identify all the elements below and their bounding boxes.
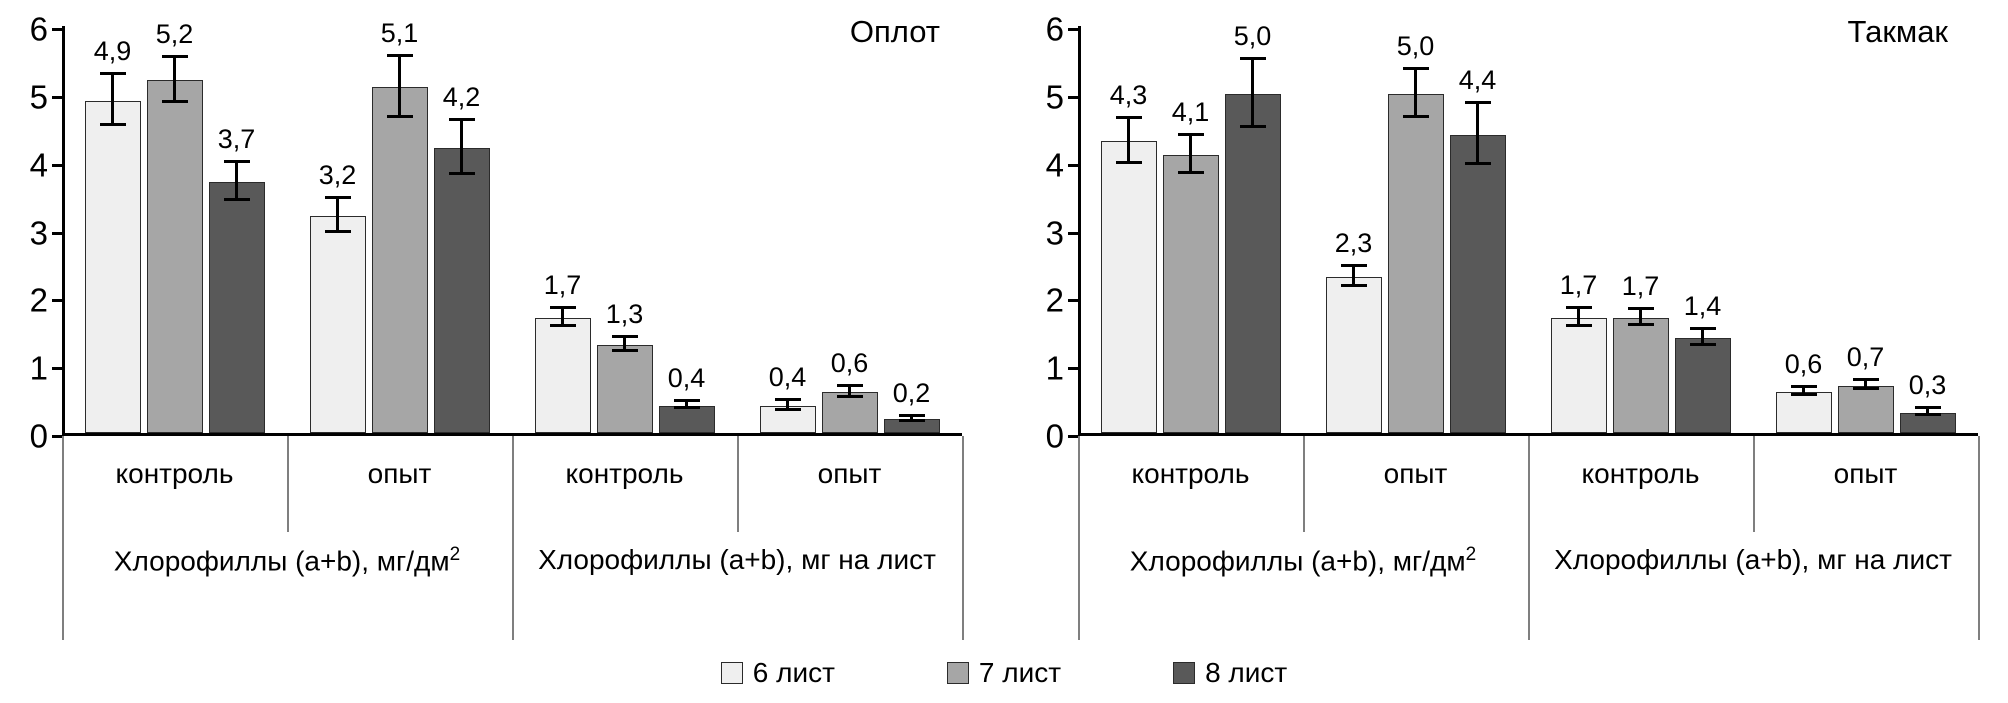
chart-panel-takmak [1008,0,2008,640]
bar [1675,338,1731,433]
category-label: контроль [1131,458,1250,489]
chart-legend [0,648,2008,698]
data-label: 4,9 [93,35,132,66]
error-bar-cap [325,196,351,199]
bar [535,318,591,433]
legend-item[interactable] [721,657,835,689]
error-bar-cap [1403,67,1429,70]
error-bar-cap [1853,378,1879,381]
y-axis-tick-label: 4 [29,146,48,184]
data-label: 5,0 [1396,31,1435,62]
category-separator [737,436,739,532]
error-bar-cap [1690,343,1716,346]
y-axis-tick [1068,96,1078,99]
category-label: опыт [367,458,432,489]
error-bar-cap [1465,101,1491,104]
error-bar-cap [1566,306,1592,309]
bar [1101,141,1157,433]
legend-label: 6 лист [752,657,835,688]
error-bar-cap [224,198,250,201]
data-label: 5,1 [380,17,419,48]
error-bar [173,58,176,103]
y-axis-tick [1068,435,1078,438]
data-label: 0,7 [1846,342,1885,373]
error-bar-cap [224,160,250,163]
error-bar [1414,70,1417,117]
y-axis-tick [52,367,62,370]
y-axis-tick-label: 3 [1045,214,1064,251]
error-bar-cap [1628,307,1654,310]
error-bar [1251,60,1254,128]
error-bar-cap [1791,385,1817,388]
legend-item[interactable] [947,657,1061,689]
category-label: контроль [1581,458,1700,489]
bar [434,148,490,433]
y-axis-tick-label: 5 [29,78,48,116]
data-label: 0,6 [1784,349,1823,380]
legend-label: 7 лист [978,657,1062,688]
bar [209,182,265,433]
category-separator [1078,436,1080,640]
error-bar-cap [1915,406,1941,409]
bar [1551,318,1607,433]
y-axis-tick [52,299,62,302]
error-bar-cap [550,306,576,309]
error-bar [235,163,238,201]
data-label: 5,0 [1233,20,1272,51]
y-axis-tick-label: 2 [29,281,48,319]
bars-layer [62,17,962,433]
error-bar-cap [449,172,475,175]
y-axis-tick-label: 4 [1045,146,1064,184]
error-bar [398,57,401,118]
error-bar-cap [775,408,801,411]
y-axis-tick-label: 5 [1045,78,1064,116]
data-label: 1,7 [1559,269,1598,300]
plot-area-takmak [1045,10,1978,455]
category-separator [1528,436,1530,640]
error-bar-cap [1853,387,1879,390]
error-bar-cap [1791,393,1817,396]
data-label: 4,1 [1171,96,1210,127]
data-label: 2,3 [1334,227,1373,258]
bar [1388,94,1444,433]
category-label: опыт [1383,458,1448,489]
data-label: 5,2 [155,18,194,49]
y-axis-tick [52,96,62,99]
error-bar-cap [612,335,638,338]
group-label: Хлорофиллы (а+b), мг на лист [538,544,936,575]
y-axis-tick-label: 0 [29,417,48,455]
y-axis-tick-label: 2 [1045,281,1064,319]
error-bar-cap [1341,264,1367,267]
error-bar-cap [100,72,126,75]
error-bar-cap [1240,125,1266,128]
legend-swatch-icon [721,662,743,684]
error-bar [1476,104,1479,165]
error-bar-cap [100,123,126,126]
error-bar-cap [449,118,475,121]
error-bar-cap [775,398,801,401]
y-axis-tick [1068,299,1078,302]
data-label: 0,6 [830,347,869,378]
error-bar-cap [837,395,863,398]
error-bar [1189,136,1192,174]
legend-label: 8 лист [1205,657,1288,688]
bar [1163,155,1219,433]
error-bar [1127,119,1130,164]
category-label: опыт [1833,458,1898,489]
category-area-takmak [1078,436,1978,640]
bar [1613,318,1669,433]
legend-swatch-icon [947,662,969,684]
y-axis-tick-label: 6 [29,10,48,48]
error-bar-cap [837,384,863,387]
error-bar [460,121,463,175]
plot-area-oplot [29,10,962,455]
error-bar-cap [162,55,188,58]
data-label: 1,4 [1683,290,1722,321]
error-bar-cap [162,100,188,103]
data-label: 1,3 [605,299,644,330]
error-bar-cap [387,115,413,118]
data-label: 3,2 [318,159,357,190]
bar [310,216,366,433]
category-separator [512,436,514,640]
error-bar-cap [899,414,925,417]
bar [1326,277,1382,433]
y-axis-tick-label: 1 [29,349,48,387]
category-separator [1303,436,1305,532]
error-bar-cap [1465,162,1491,165]
bar [1225,94,1281,433]
y-axis-tick [52,28,62,31]
error-bar-cap [674,406,700,409]
error-bar-cap [550,324,576,327]
y-axis-tick [1068,232,1078,235]
bar [597,345,653,433]
data-label: 1,7 [1621,270,1660,301]
bar [1838,386,1894,433]
y-axis-tick [52,232,62,235]
bar [659,406,715,433]
error-bar-cap [1566,324,1592,327]
data-label: 4,4 [1458,65,1497,96]
bar [85,101,141,433]
y-axis-tick-label: 3 [29,214,48,251]
bar [372,87,428,433]
group-label: Хлорофиллы (а+b), $мг/дм^2$ [113,544,461,577]
data-label: 4,2 [442,81,481,112]
data-label: 1,7 [543,269,582,300]
panel-title: Такмак [1847,14,1948,49]
category-label: контроль [565,458,684,489]
error-bar [336,199,339,233]
category-separator [62,436,64,640]
data-label: 0,3 [1908,370,1947,401]
category-separator [1753,436,1755,532]
error-bar-cap [1116,161,1142,164]
category-separator [1978,436,1980,640]
chart-panel-oplot [0,0,1000,640]
category-label: контроль [115,458,234,489]
panel-title: Оплот [849,14,940,49]
y-axis-tick [52,435,62,438]
error-bar-cap [1628,323,1654,326]
group-label: Хлорофиллы (а+b), мг на лист [1554,544,1952,575]
y-axis-tick-label: 6 [1045,10,1064,48]
data-label: 0,4 [667,363,706,394]
bar [822,392,878,433]
legend-item[interactable] [1173,657,1287,689]
y-axis-tick-label: 1 [1045,349,1064,387]
data-label: 3,7 [217,124,256,155]
error-bar-cap [1178,171,1204,174]
data-label: 0,4 [768,362,807,393]
error-bar-cap [899,419,925,422]
error-bar-cap [1690,327,1716,330]
legend-swatch-icon [1173,662,1195,684]
bar [1776,392,1832,433]
bar [1450,135,1506,433]
y-axis-tick [1068,28,1078,31]
y-axis-tick [52,164,62,167]
error-bar-cap [1178,133,1204,136]
error-bar-cap [325,230,351,233]
group-label: Хлорофиллы (а+b), $мг/дм^2$ [1129,544,1477,577]
error-bar-cap [674,399,700,402]
error-bar-cap [1915,413,1941,416]
error-bar [111,75,114,127]
category-label: опыт [817,458,882,489]
y-axis-tick [1068,164,1078,167]
category-area-oplot [62,436,962,640]
error-bar-cap [612,349,638,352]
category-separator [962,436,964,640]
data-label: 4,3 [1109,79,1148,110]
error-bar-cap [1240,57,1266,60]
error-bar-cap [1116,116,1142,119]
error-bar-cap [1403,115,1429,118]
error-bar-cap [1341,284,1367,287]
bars-layer [1078,20,1978,433]
data-label: 0,2 [892,377,931,408]
category-separator [287,436,289,532]
y-axis-tick-label: 0 [1045,417,1064,455]
error-bar-cap [387,54,413,57]
bar [147,80,203,433]
y-axis-tick [1068,367,1078,370]
